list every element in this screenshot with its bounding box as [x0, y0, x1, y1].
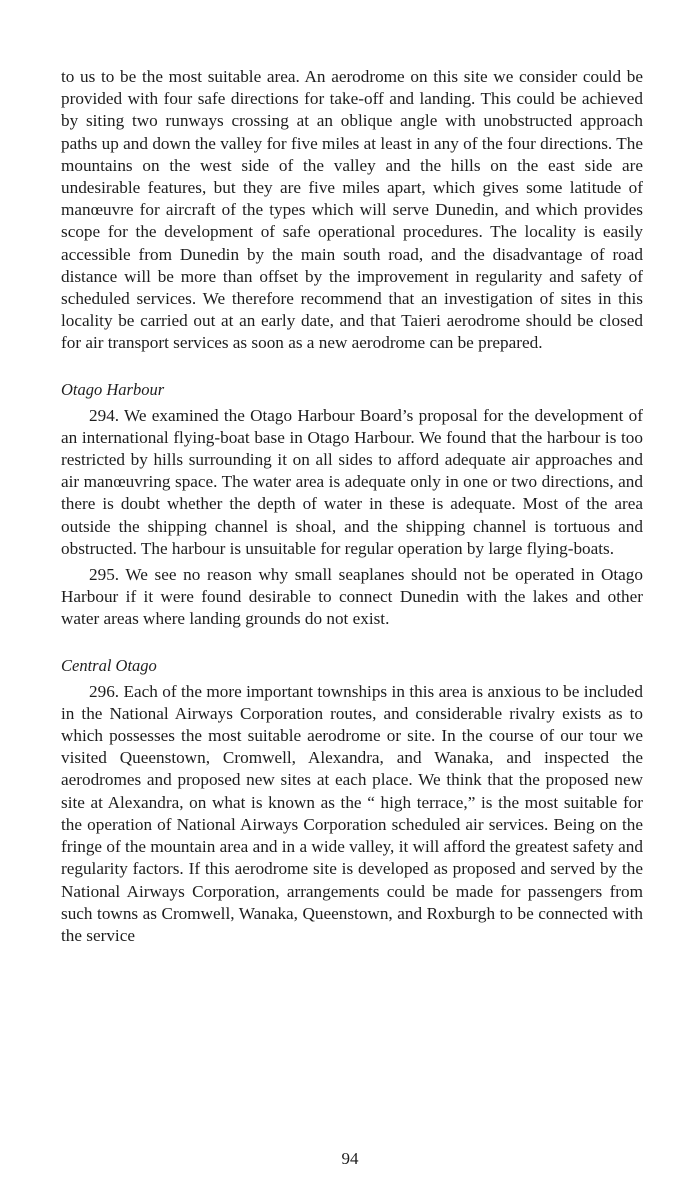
paragraph-296: 296. Each of the more important townships in this area is anxious to be included in the National Airways Corporation routes, and considerable rivalry exists as to which possesses the most suitable aerodrome or site. In the course of our tour we visited Queenstown, Cromwell, Alexandra, and Wanaka, and inspected the aerodromes and proposed new sites at each place. We think that the proposed new site at Alexandra, on what is known as the “ high terrace,” is the most suitable for the operation of National Airways Corporation scheduled air services. Being on the fringe of the mountain area and in a wide valley, it will afford the greatest safety and regularity factors. If this aerodrome site is developed as proposed and served by the National Airways Corporation, arrangements could be made for passengers from such towns as Cromwell, Wanaka, Queenstown, and Roxburgh to be connected with the service	[61, 681, 643, 945]
paragraph-295: 295. We see no reason why small seaplanes should not be operated in Otago Harbour if it were found desirable to connect Dunedin with the lakes and other water areas where landing grounds do not exist.	[61, 565, 643, 629]
section-heading-otago-harbour: Otago Harbour	[61, 379, 165, 399]
page-number: 94	[341, 1149, 359, 1168]
paragraph-294: 294. We examined the Otago Harbour Board’s proposal for the development of an international flying-boat base in Otago Harbour. We found that the harbour is too restricted by hills surrounding it on all sides to afford adequate air approaches and air manœuvring space. The water area is adequate only in one or two directions, and there is doubt whether the depth of water in these is adequate. Most of the area outside the shipping channel is shoal, and the shipping channel is tortuous and obstructed. The harbour is unsuitable for regular operation by large flying-boats.	[61, 405, 643, 558]
section-heading-central-otago: Central Otago	[61, 655, 157, 675]
document-page	[61, 66, 643, 947]
opening-paragraph: to us to be the most suitable area. An aerodrome on this site we consider could be provided with four safe directions for take-off and landing. This could be achieved by siting two runways crossing at an oblique angle with unobstructed approach paths up and down the valley for five miles at least in any of the four directions. The mountains on the west side of the valley and the hills on the east side are undesirable features, but they are five miles apart, which gives some latitude of manœuvre for aircraft of the types which will serve Dunedin, and which provides scope for the development of safe operational procedures. The locality is easily accessible from Dunedin by the main south road, and the disadvantage of road distance will be more than offset by the improvement in regularity and safety of scheduled services. We therefore recommend that an investigation of sites in this locality be carried out at an early date, and that Taieri aerodrome should be closed for air transport services as soon as a new aerodrome can be prepared.	[61, 67, 643, 353]
